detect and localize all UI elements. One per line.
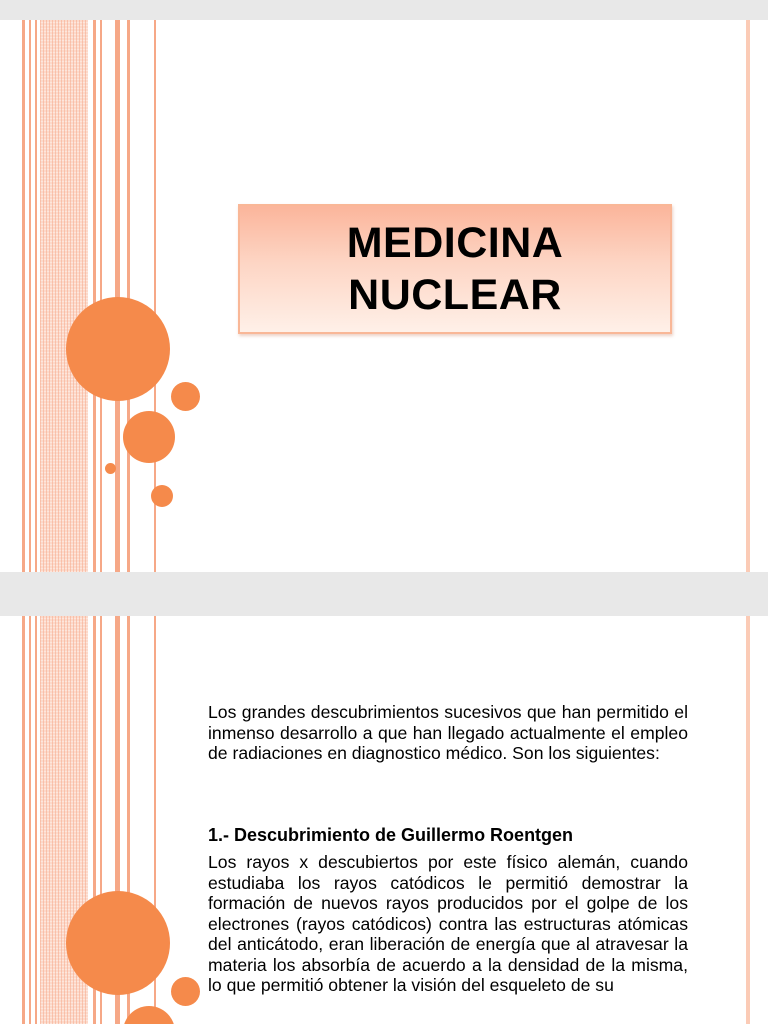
large-circle — [66, 297, 170, 401]
stripe-line — [115, 20, 120, 572]
intro-paragraph: Los grandes descubrimientos sucesivos que han permitido el inmenso desarrollo a que han llegado actualmente el empleo de radiaciones en diagnostico médico. Son los siguientes: — [208, 702, 688, 763]
stripe-line — [35, 20, 37, 572]
slide-title-line1: MEDICINA — [346, 219, 564, 267]
medium-circle — [123, 411, 175, 463]
stripe-line — [22, 20, 25, 572]
stripe-line — [29, 616, 31, 1024]
stripe-line — [127, 20, 130, 572]
section-heading: 1.- Descubrimiento de Guillermo Roentgen — [208, 825, 574, 845]
page-gap-middle — [0, 572, 768, 616]
stripe-line — [35, 616, 37, 1024]
stripe-line — [22, 616, 25, 1024]
stripe-line — [93, 20, 96, 572]
title-slide — [0, 20, 768, 572]
small-circle — [171, 382, 200, 411]
right-border-line — [746, 616, 750, 1024]
tiny-circle — [105, 463, 116, 474]
large-circle — [66, 891, 170, 995]
stripe-line — [29, 20, 31, 572]
right-border-line — [746, 20, 750, 572]
slide-title-line2: NUCLEAR — [348, 271, 562, 319]
small-circle — [171, 977, 200, 1006]
content-slide — [0, 616, 768, 1024]
stripe-band — [40, 20, 88, 572]
small-circle — [151, 485, 173, 507]
title-box — [238, 204, 672, 334]
body-paragraph: Los rayos x descubiertos por este físico alemán, cuando estudiaba los rayos catódicos le permitió demostrar la formación de nuevos rayos producidos por el golpe de los electrones (rayos catódicos) contra las estructuras atómicas del anticátodo, eran liberación de energía que al atravesar la materia los absorbía de acuerdo a la densidad de la misma, lo que permitió obtener la visión del esqueleto de su — [208, 852, 688, 995]
decorative-stripes — [0, 20, 170, 572]
stripe-line — [100, 20, 102, 572]
page-gap-top — [0, 0, 768, 20]
